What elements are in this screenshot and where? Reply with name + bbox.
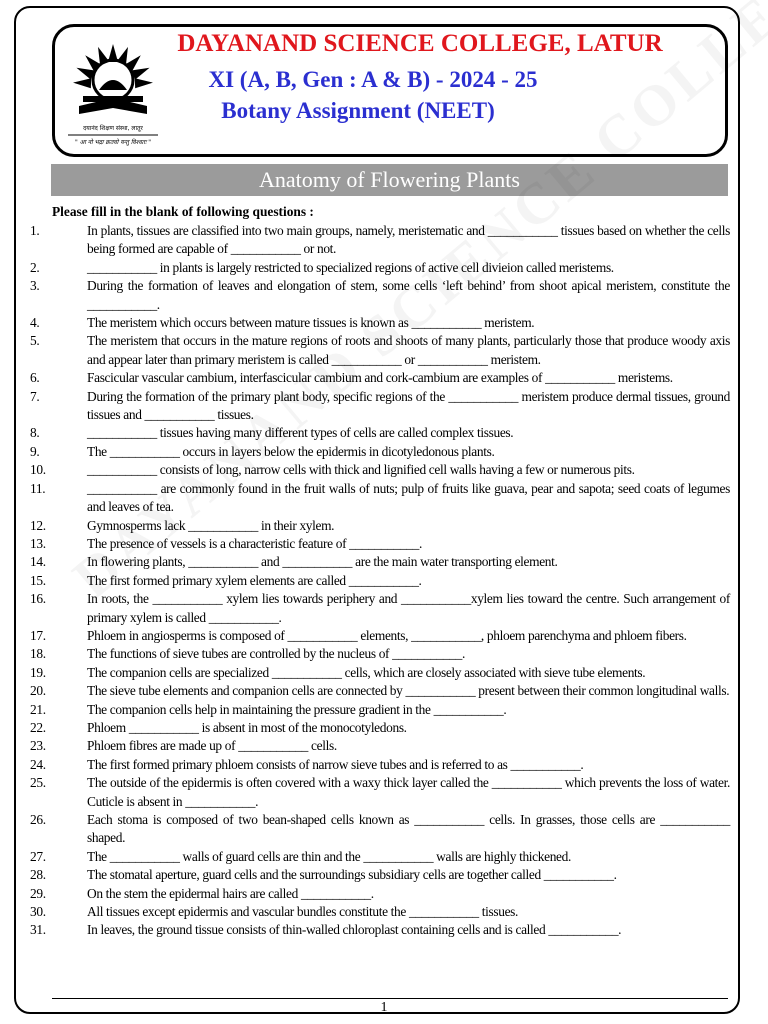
question-item [30, 222, 730, 259]
question-item [30, 424, 730, 442]
question-item [30, 885, 730, 903]
question-text: The outside of the epidermis is often covered with a waxy thick layer called the ___________ which prevents the loss of water. Cuticle is absent in ___________. [87, 775, 730, 809]
footer-rule [52, 998, 728, 999]
question-number: 1. [30, 223, 40, 238]
question-number: 4. [30, 315, 40, 331]
question-number: 7. [30, 388, 40, 404]
question-text: The meristem that occurs in the mature regions of roots and shoots of many plants, particularly those that produce woody axis and appear later than primary meristem is called ___________ or ___________ meristem. [87, 333, 730, 367]
question-text: The companion cells are specialized ___________ cells, which are closely associated with sieve tube elements. [87, 664, 646, 680]
question-item [30, 572, 730, 590]
college-logo [58, 32, 168, 152]
question-number: 19. [30, 664, 46, 680]
question-text: ___________ consists of long, narrow cells with thick and lignified cell walls having a few or numerous pits. [87, 462, 635, 478]
question-text: Gymnosperms lack ___________ in their xylem. [87, 517, 335, 533]
question-text: The presence of vessels is a characteristic feature of ___________. [87, 535, 422, 551]
instruction: Please fill in the blank of following questions : [52, 204, 314, 219]
question-item [30, 645, 730, 663]
question-text: Phloem in angiosperms is composed of ___________ elements, ___________, phloem parenchyma and phloem fibers. [87, 627, 687, 643]
question-number: 3. [30, 278, 40, 294]
question-text: Each stoma is composed of two bean-shaped cells known as ___________ cells. In grasses, those cells are ___________ shaped. [87, 812, 730, 846]
question-number: 16. [30, 591, 46, 607]
question-text: In flowering plants, ___________ and ___________ are the main water transporting element. [87, 554, 558, 570]
question-item [30, 737, 730, 755]
question-number: 8. [30, 425, 40, 441]
question-number: 24. [30, 756, 46, 772]
question-text: The companion cells help in maintaining the pressure gradient in the ___________. [87, 701, 507, 717]
question-item [30, 480, 730, 517]
class-line: XI (A, B, Gen : A & B) - 2024 - 25 [208, 67, 538, 92]
question-item [30, 848, 730, 866]
question-item [30, 277, 730, 314]
question-text: During the formation of the primary plant body, specific regions of the ___________ meristem produce dermal tissues, ground tissues and ___________ tissues. [87, 388, 730, 423]
question-item [30, 259, 730, 277]
question-number: 23. [30, 738, 46, 754]
question-number: 11. [30, 480, 46, 496]
question-number: 5. [30, 333, 40, 349]
question-item [30, 461, 730, 479]
question-number: 28. [30, 867, 46, 883]
question-number: 22. [30, 719, 46, 735]
question-text: The sieve tube elements and companion cells are connected by ___________ present between their common longitudinal walls. [87, 683, 730, 699]
question-number: 2. [30, 259, 40, 275]
question-number: 27. [30, 848, 46, 864]
question-text: Fascicular vascular cambium, interfascicular cambium and cork-cambium are examples of ___________ meristems. [87, 370, 673, 386]
question-text: The functions of sieve tubes are controlled by the nucleus of ___________. [87, 646, 465, 662]
question-number: 10. [30, 462, 46, 478]
question-text: In plants, tissues are classified into two main groups, namely, meristematic and ___________ tissues based on whether the cells being formed are capable of ___________ or not. [87, 223, 730, 257]
question-text: Phloem fibres are made up of ___________ cells. [87, 738, 337, 754]
page-number: 1 [380, 1000, 388, 1015]
question-item [30, 553, 730, 571]
question-list [30, 222, 730, 940]
question-item [30, 535, 730, 553]
question-item [30, 517, 730, 535]
question-text: During the formation of leaves and elongation of stem, some cells ‘left behind’ from shoot apical meristem, constitute the ___________. [87, 278, 730, 312]
question-text: ___________ tissues having many different types of cells are called complex tissues. [87, 425, 514, 441]
question-number: 21. [30, 701, 46, 717]
question-text: ___________ in plants is largely restricted to specialized regions of active cell divieion called meristems. [87, 259, 614, 275]
chapter-title: Anatomy of Flowering Plants [51, 164, 728, 196]
question-item [30, 369, 730, 387]
question-item [30, 682, 730, 700]
question-number: 29. [30, 885, 46, 901]
question-number: 18. [30, 646, 46, 662]
question-text: In roots, the ___________ xylem lies towards periphery and ___________xylem lies toward the centre. Such arrangement of primary xylem is called ___________. [87, 591, 730, 625]
question-item [30, 332, 730, 369]
question-text: The stomatal aperture, guard cells and the surroundings subsidiary cells are together called ___________. [87, 867, 617, 883]
question-item [30, 701, 730, 719]
question-item [30, 590, 730, 627]
question-text: On the stem the epidermal hairs are called ___________. [87, 885, 374, 901]
question-text: The first formed primary xylem elements are called ___________. [87, 572, 422, 588]
question-item [30, 664, 730, 682]
question-text: The ___________ walls of guard cells are thin and the ___________ walls are highly thickened. [87, 848, 571, 864]
question-number: 26. [30, 812, 46, 827]
logo-motto: " आ नो भद्रा क्रतवो यन्तु विश्वतः " [75, 139, 151, 146]
question-item [30, 774, 730, 811]
question-item [30, 903, 730, 921]
question-text: The ___________ occurs in layers below the epidermis in dicotyledonous plants. [87, 443, 495, 459]
question-text: Phloem ___________ is absent in most of the monocotyledons. [87, 719, 407, 735]
question-text: ___________ are commonly found in the fruit walls of nuts; pulp of fruits like guava, pear and sapota; seed coats of legumes and leaves of tea. [87, 480, 730, 515]
question-item [30, 756, 730, 774]
question-text: The meristem which occurs between mature tissues is known as ___________ meristem. [87, 315, 535, 331]
question-number: 17. [30, 627, 46, 643]
college-name: DAYANAND SCIENCE COLLEGE, LATUR [177, 30, 663, 57]
question-number: 13. [30, 535, 46, 551]
question-text: All tissues except epidermis and vascular bundles constitute the ___________ tissues. [87, 904, 519, 920]
assignment-subject: Botany Assignment (NEET) [221, 98, 495, 123]
question-number: 9. [30, 443, 40, 459]
question-number: 30. [30, 904, 46, 920]
question-item [30, 811, 730, 848]
question-item [30, 388, 730, 425]
question-number: 25. [30, 775, 46, 791]
question-item [30, 443, 730, 461]
question-number: 6. [30, 370, 40, 386]
question-item [30, 719, 730, 737]
question-text: The first formed primary phloem consists of narrow sieve tubes and is referred to as ___________. [87, 756, 584, 772]
question-item [30, 866, 730, 884]
question-item [30, 627, 730, 645]
question-item [30, 921, 730, 939]
question-number: 31. [30, 922, 46, 938]
question-number: 20. [30, 683, 46, 699]
question-number: 14. [30, 554, 46, 570]
question-number: 12. [30, 517, 46, 533]
question-number: 15. [30, 572, 46, 588]
logo-text-top: दयानंद शिक्षण संस्था, लातूर [83, 125, 143, 132]
question-item [30, 314, 730, 332]
question-text: In leaves, the ground tissue consists of thin-walled chloroplast containing cells and is called ___________. [87, 922, 622, 938]
